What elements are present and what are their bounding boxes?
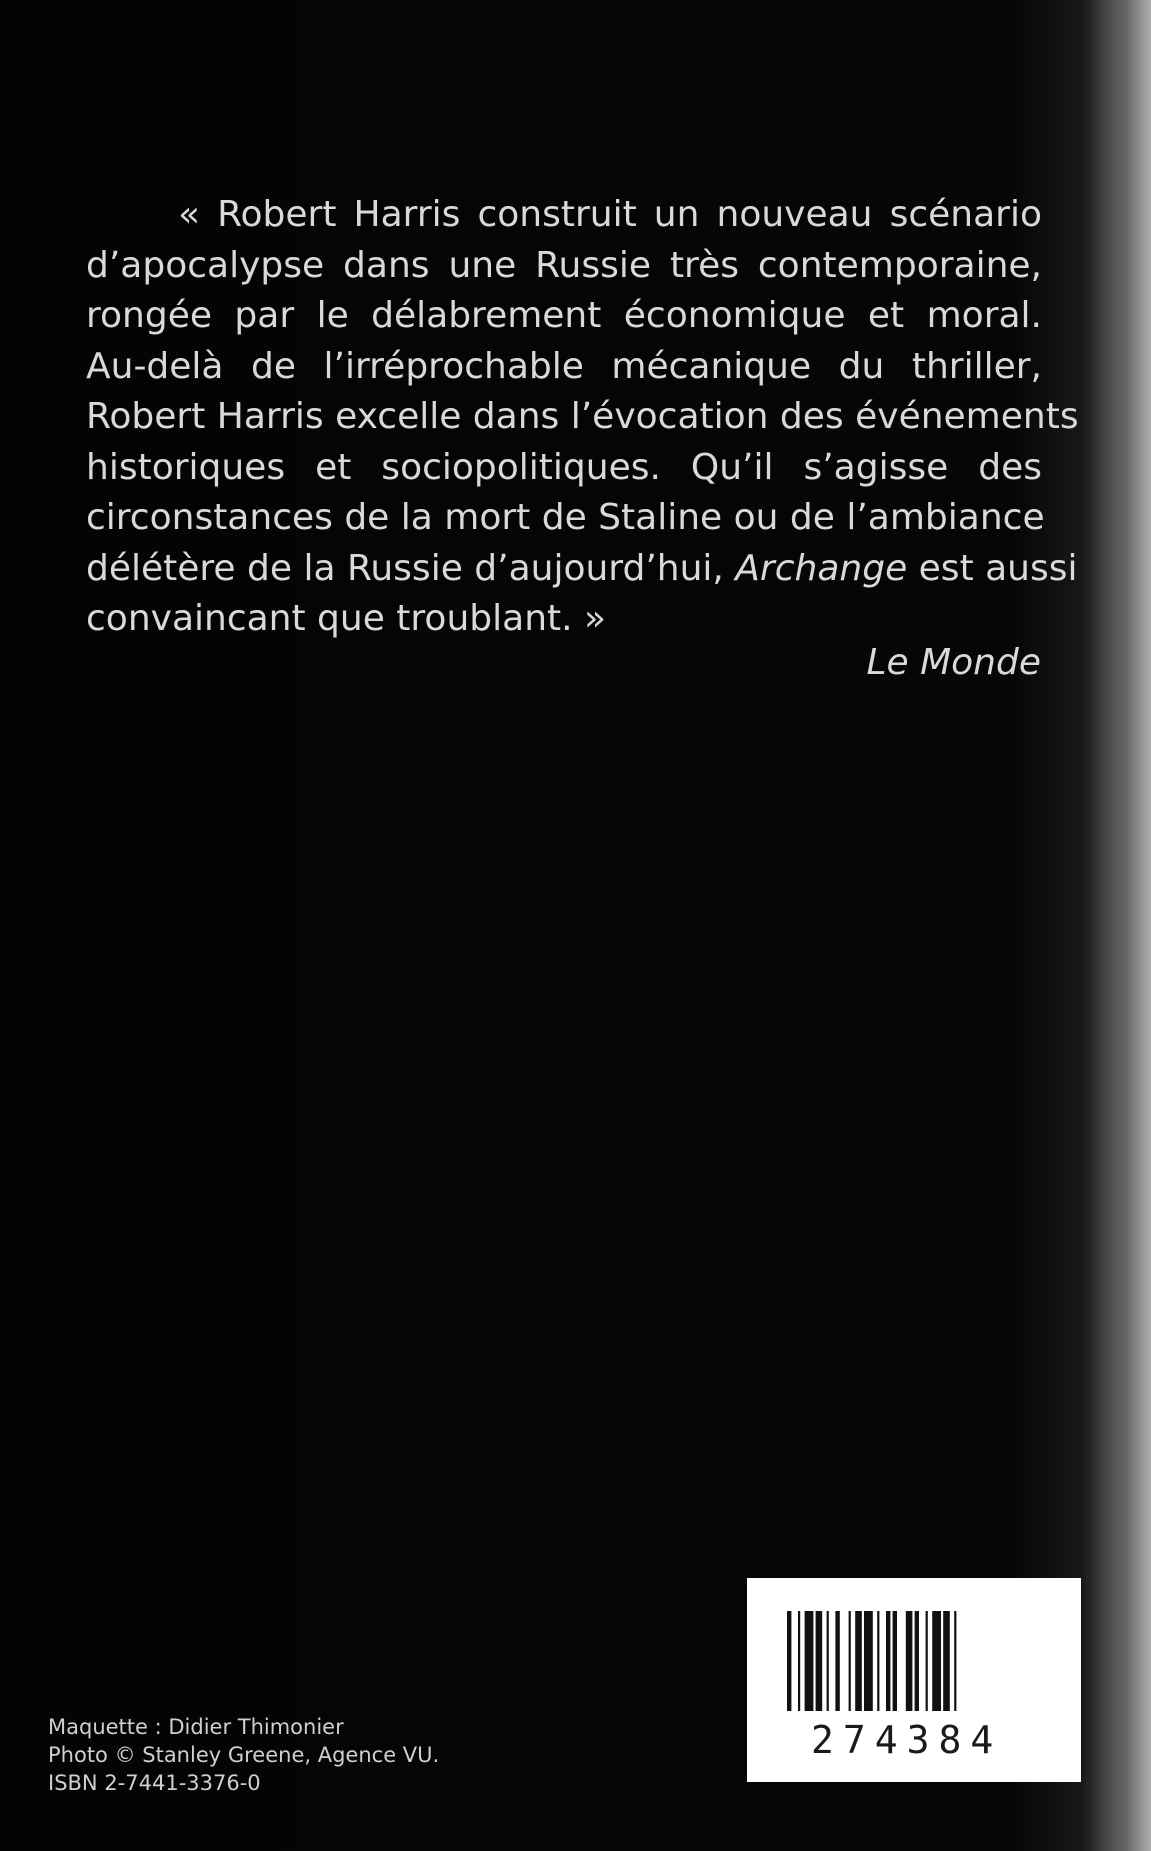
photo-credit: Photo © Stanley Greene, Agence VU. (48, 1743, 440, 1767)
quote-line-8-start: délétère de la Russie d’aujourd’hui, (86, 547, 736, 589)
quote-line-5: Robert Harris excelle dans l’évocation des événements (86, 396, 1079, 437)
quote-line-4: Au-delà de l’irréprochable mécanique du thriller, (86, 345, 1042, 387)
quote-line-1: « Robert Harris construit un nouveau scénario (178, 194, 1042, 235)
isbn: ISBN 2-7441-3376-0 (48, 1771, 261, 1795)
quote-source: Le Monde (866, 642, 1041, 683)
quote-line-3: rongée par le délabrement économique et moral. (86, 295, 1042, 336)
quote-line-9: convaincant que troublant. » (86, 598, 607, 639)
barcode-icon (787, 1611, 1037, 1711)
quote-line-2: d’apocalypse dans une Russie très contemporaine, (86, 244, 1042, 286)
cover-credits (48, 1713, 439, 1797)
barcode-label (747, 1578, 1081, 1782)
quote-line-6: historiques et sociopolitiques. Qu’il s’agisse des (86, 446, 1042, 488)
book-title: Archange (735, 547, 908, 589)
barcode-number: 274384 (811, 1718, 1003, 1762)
press-quote (86, 190, 1079, 645)
design-credit: Maquette : Didier Thimonier (48, 1715, 344, 1739)
cover-edge-shading (1090, 0, 1151, 1851)
quote-line-8-end: est aussi (907, 547, 1078, 589)
quote-line-8 (86, 544, 1078, 595)
quote-line-7: circonstances de la mort de Staline ou de l’ambiance (86, 497, 1045, 538)
